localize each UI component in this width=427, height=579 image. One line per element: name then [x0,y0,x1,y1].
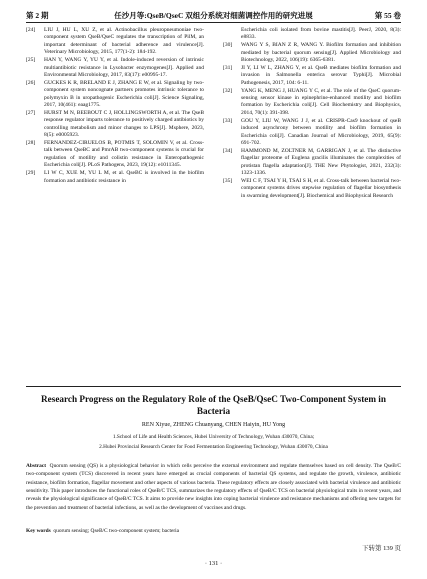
reference-item [223,65,401,87]
reference-text: Escherichia coli isolated from bovine mastitis[J]. PeerJ, 2020, 8(3): e8833. [241,27,401,41]
keywords [26,528,401,534]
affiliation-1: 1.School of Life and Health Sciences, Hubei University of Technology, Wuhan 430070, China; [112,434,315,440]
reference-number: [26] [26,79,36,86]
reference-number: [35] [223,177,233,184]
reference-item [26,27,204,57]
reference-item [26,170,204,185]
reference-text: HAMMOND M, ZOLTNER M, GARRIGAN J, et al. The distinctive flagellar proteome of Euglena gracilis illuminates the complexities of protistan flagella adaptation[J]. THE New Phytologist, 2021, 232(3): 1323-1336. [241,147,401,177]
reference-number: [34] [223,147,233,154]
reference-item [223,118,401,148]
reference-text: WANG Y S, BIAN Z R, WANG Y. Biofilm formation and inhibition mediated by bacterial quorum sensing[J]. Applied Microbiology and Biotechnology, 2022, 106(19): 6365-6381. [241,42,401,64]
reference-text: FERNANDEZ-CIRUELOS B, POTMIS T, SOLOMIN V, et al. Cross-talk between QseBC and PmrAB two-component systems is crucial for regulation of motility and colistin resistance in Enteropathogenic Escherichia coli[J]. PLoS Pathogens, 2023, 19(12): e1011345. [44,139,204,169]
reference-text: LI W C, XUE M, YU L M, et al. QseBC is involved in the biofilm formation and antibiotic resistance in [44,170,204,184]
reference-item [223,42,401,64]
reference-text: LIU J, HU L, XU Z, et al. Actinobacillus pleuropneumoniae two-component system QseB/QseC regulates the transcription of PilM, an important determinant of bacterial adherence and virulence[J]. Veterinary Microbiology, 2015, 177(1-2): 184-192. [44,27,204,56]
reference-item [223,88,401,118]
affiliation-2: 2.Hubei Provincial Research Center for Food Fermentation Engineering Technology, Wuhan 430070, China [99,444,328,450]
english-title: Research Progress on the Regulatory Role of the QseB/QseC Two-Component System in Bacteria [41,394,386,416]
references-right-column [223,27,401,201]
keywords-text: quorum sensing; QseB/C two-component system; bacteria [53,528,180,534]
reference-number: [27] [26,109,36,116]
reference-text: GOU Y, LIU W, WANG J J, et al. CRISPR-Cas9 knockout of qseB induced asynchrony between motility and biofilm formation in Escherichia coli[J]. Canadian Journal of Microbiology, 2019, 65(9): 691-702. [241,117,401,146]
reference-text: JI Y, LI W L, ZHANG Y, et al. QseB mediates biofilm formation and invasion in Salmonella enterica serovar Typhi[J]. Microbial Pathogenesis, 2017, 104: 6-11. [241,64,401,86]
reference-number: [30] [223,42,233,49]
reference-number: [31] [223,64,233,71]
references-left-column [26,27,204,185]
english-authors: REN Xiyue, ZHENG Chuanyang, CHEN Haiyin, HU Yong [141,422,286,428]
reference-text: WEI C F, TSAI Y H, TSAI S H, et al. Cross-talk between bacterial two-component systems drives stepwise regulation of flagellar biosynthesis in swarming development[J]. Biochemical and Biophysical Research [241,177,401,199]
running-header [26,8,401,22]
reference-item [223,148,401,178]
english-abstract [26,462,401,512]
reference-text: HURST M N, BEEBOUT C J, HOLLINGSWORTH A, et al. The QseB response regulator imparts tolerance to positively charged antibiotics by controlling metabolism and minor changes to LPS[J]. Msphere, 2023, 8(5): e0005923. [44,109,204,139]
abstract-label: Abstract [26,463,47,469]
reference-number: [32] [223,87,233,94]
reference-number: [33] [223,117,233,124]
reference-item [26,140,204,170]
reference-number: [25] [26,57,36,64]
reference-item [223,178,401,200]
header-rule [26,22,401,23]
issue-label: 第 2 期 [26,11,49,20]
reference-number: [29] [26,170,36,177]
reference-text: GUCKES K R, BRELAND E J, ZHANG E W, et al. Signaling by two-component system noncognate partners promotes intrinsic tolerance to polymyxin B in uropathogenic Escherichia coli[J]. Science Signaling, 2017, 10(461): eaag1775. [44,79,204,109]
reference-number: [24] [26,27,36,33]
running-title: 任沙月等:QseB/QseC 双组分系统对细菌调控作用的研究进展 [114,11,313,20]
reference-item [26,110,204,140]
keywords-label: Key words [26,528,51,534]
section-rule [26,386,401,387]
continued-note: 下转第 139 页 [362,545,401,552]
reference-item [26,57,204,79]
page-number: · 131 · [204,560,223,567]
reference-text: HAN Y, WANG Y, YU Y, et al. Indole-induced reversion of intrinsic multiantibiotic resistance in Lysobacter enzymogenes[J]. Applied and Environmental Microbiology, 2017, 83(17): e00995-17. [44,57,204,79]
reference-text: YANG K, MENG J, HUANG Y C, et al. The role of the QseC quorum-sensing sensor kinase in epinephrine-enhanced motility and biofilm formation by Escherichia coli[J]. Cell Biochemistry and Biophysics, 2014, 70(1): 391-398. [241,87,401,116]
volume-label: 第 55 卷 [374,11,401,20]
reference-item [223,27,401,42]
reference-number: [28] [26,139,36,146]
abstract-text: Quorum sensing (QS) is a physiological behavior in which cells perceive the external environment and regulate themselves based on cell density. The QseB/C two-component system (TCS) discovered in recent years have emerged as crucial components of bacterial QS systems, and regulate the growth, virulence, antibiotic resistance, biofilm formation, flagellar movement and other aspects of various bacteria. These regulatory effects are closely associated with bacterial virulence and antibiotic sensitivity. This paper introduces the functional roles of QseB/C TCS, summarizes the regulatory effects of QseB/C TCS on bacterial physiological traits in recent years, and reveals the physiological significance of QseB/C TCS. It aims to provide new insights into coping bacterial virulence and resistance mechanisms and offering new targets for the prevention and treatment of bacterial infections, as well as the development of vaccines and drugs. [26,463,401,511]
reference-item [26,80,204,110]
